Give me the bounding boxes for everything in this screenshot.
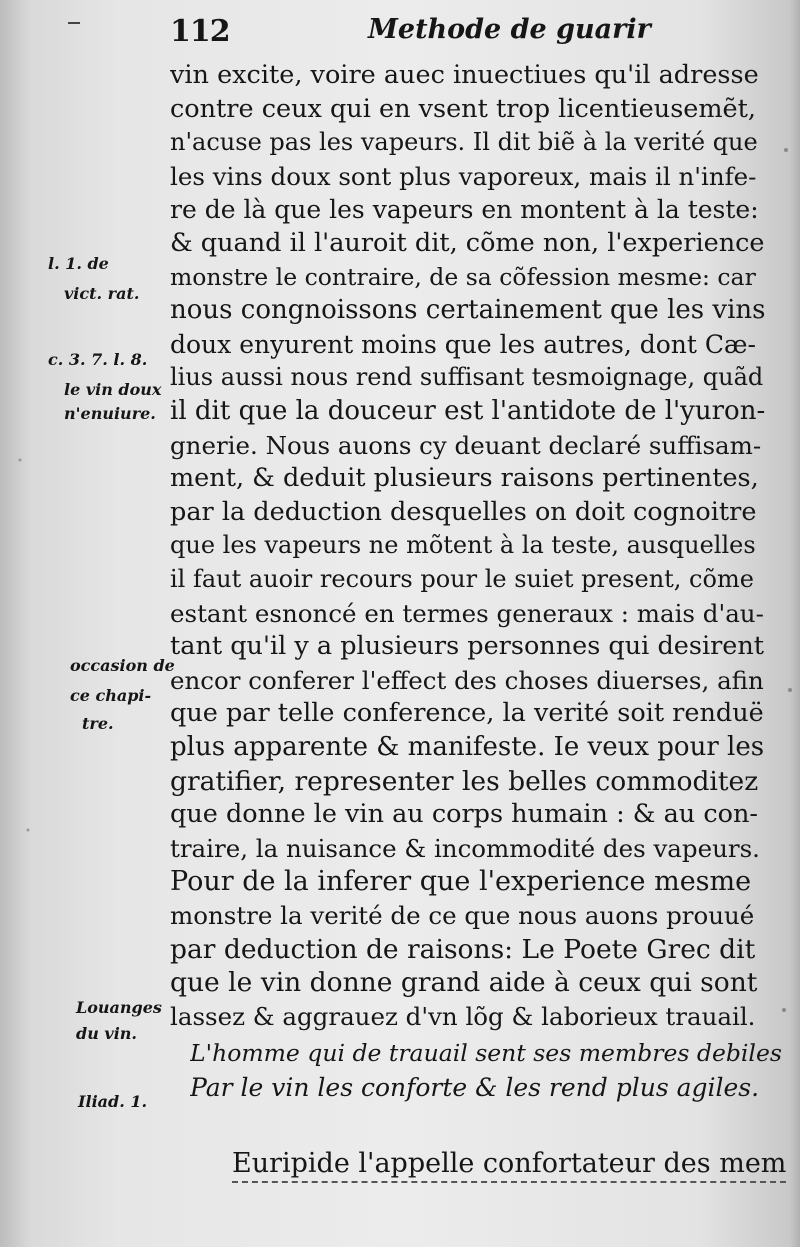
margin-note-occasion-b: ce chapi-: [70, 686, 152, 705]
body-line: ment, & deduit plusieurs raisons pertinentes,: [170, 463, 759, 494]
body-line: les vins doux sont plus vaporeux, mais il n'infe-: [170, 161, 757, 191]
body-line: tant qu'il y a plusieurs personnes qui desirent: [170, 631, 765, 662]
body-line: lius aussi nous rend suffisant tesmoignage, quãd: [170, 363, 764, 392]
margin-note-vin-doux-a: le vin doux: [64, 380, 162, 399]
body-line: estant esnoncé en termes generaux : mais d'au-: [170, 598, 764, 628]
body-line: que les vapeurs ne mõtent à la teste, ausquelles: [170, 531, 756, 560]
body-line: n'acuse pas les vapeurs. Il dit biẽ à la verité que: [170, 128, 758, 157]
margin-dash: [68, 22, 80, 24]
body-line: gratifier, representer les belles commoditez: [170, 765, 759, 797]
margin-ref-2: c. 3. 7. l. 8.: [48, 350, 148, 369]
margin-note-louanges-b: du vin.: [76, 1024, 137, 1043]
margin-note-occasion-c: tre.: [82, 714, 114, 733]
margin-note-iliad: Iliad. 1.: [78, 1092, 148, 1111]
body-line: plus apparente & manifeste. Ie veux pour les: [170, 732, 765, 762]
body-line: contre ceux qui en vsent trop licentieusemẽt,: [170, 93, 757, 124]
body-line: il faut auoir recours pour le suiet present, cõme: [170, 565, 754, 593]
body-line: lassez & aggrauez d'vn lõg & laborieux trauail.: [170, 1001, 756, 1031]
page-number: 112: [170, 14, 230, 49]
margin-note-occasion-a: occasion de: [70, 656, 175, 675]
body-line: par la deduction desquelles on doit cognoitre: [170, 496, 757, 527]
margin-ref-1a: l. 1. de: [48, 254, 109, 273]
running-title: Methode de guarir: [368, 14, 651, 45]
catchline: Euripide l'appelle confortateur des mem: [232, 1148, 786, 1183]
body-line: encor conferer l'effect des choses diuerses, afin: [170, 665, 764, 695]
margin-note-vin-doux-b: n'enuiure.: [64, 404, 156, 423]
body-line: monstre le contraire, de sa cõfession mesme: car: [170, 262, 756, 291]
body-line: gnerie. Nous auons cy deuant declaré suffisam-: [170, 430, 762, 460]
body-line: monstre la verité de ce que nous auons prouué: [170, 901, 755, 930]
body-line: que par telle conference, la verité soit renduë: [170, 698, 764, 729]
body-line: Pour de la inferer que l'experience mesme: [170, 866, 752, 898]
body-line: par deduction de raisons: Le Poete Grec dit: [170, 933, 756, 965]
body-line: re de là que les vapeurs en montent à la teste:: [170, 195, 759, 225]
body-line: traire, la nuisance & incommodité des vapeurs.: [170, 833, 760, 863]
body-line: nous congnoissons certainement que les vins: [170, 295, 765, 326]
verse-line: L'homme qui de trauail sent ses membres debiles: [190, 1039, 782, 1068]
body-line: & quand il l'auroit dit, cõme non, l'experience: [170, 228, 765, 258]
margin-ref-1b: vict. rat.: [64, 284, 140, 303]
body-line: vin excite, voire auec inuectiues qu'il adresse: [170, 60, 759, 90]
body-line: doux enyurent moins que les autres, dont Cæ-: [170, 329, 756, 359]
body-line: que donne le vin au corps humain : & au con-: [170, 799, 758, 830]
body-line: que le vin donne grand aide à ceux qui sont: [170, 967, 758, 999]
body-line: il dit que la douceur est l'antidote de l'yuron-: [170, 396, 765, 426]
verse-line: Par le vin les conforte & les rend plus agiles.: [190, 1073, 760, 1102]
margin-note-louanges-a: Louanges: [76, 998, 162, 1017]
